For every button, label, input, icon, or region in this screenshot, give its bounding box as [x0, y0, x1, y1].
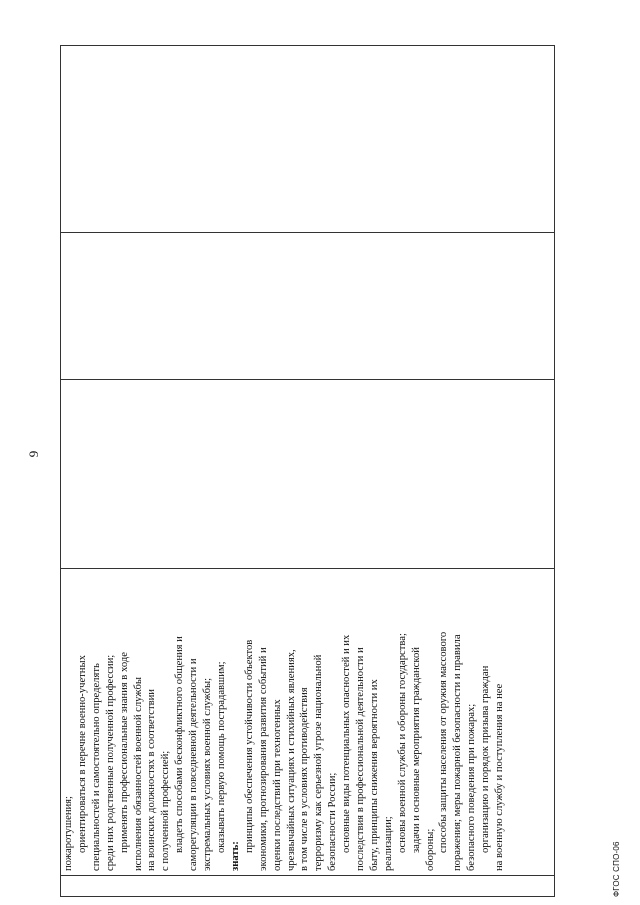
content-line: исполнения обязанностей военной службы [132, 677, 144, 871]
content-line: чрезвычайных ситуациях и стихийных явлениях, [285, 649, 297, 871]
content-line: саморегуляции в повседневной деятельности и [188, 658, 200, 871]
content-line: экономики, прогнозирования развития событий и [257, 647, 269, 871]
content-line: терроризму как серьезной угрозе национальной [313, 654, 325, 871]
content-line: быту, принципы снижения вероятности их [368, 679, 380, 871]
content-line: обороны; [424, 828, 436, 871]
content-line: основы военной службы и обороны государства; [396, 633, 408, 853]
content-line: последствия в профессиональной деятельности и [355, 647, 367, 871]
content-line: безопасного поведения при пожарах; [466, 703, 478, 871]
content-line: специальностей и самостоятельно определять [90, 663, 102, 871]
table-cell-empty [61, 380, 555, 569]
content-line: реализации; [382, 816, 394, 871]
content-line: основные виды потенциальных опасностей и их [341, 634, 353, 853]
table-row [61, 46, 555, 897]
content-line: безопасности России; [327, 772, 339, 871]
table-cell-content [61, 569, 555, 876]
table-cell-empty [61, 46, 555, 233]
content-line: оказывать первую помощь пострадавшим; [215, 661, 227, 853]
content-line: с полученной профессией; [160, 750, 172, 871]
section-heading: знать: [229, 841, 241, 871]
content-line: в том числе в условиях противодействия [299, 687, 311, 871]
content-line: владеть способами бесконфликтного общения и [174, 636, 186, 853]
table-cell-empty [61, 233, 555, 380]
content-line: на военную службу и поступления на нее [494, 683, 506, 871]
content-line: экстремальных условиях военной службы; [202, 677, 214, 871]
content-line: ориентироваться в перечне военно-учетных [76, 655, 88, 853]
footer-code: ФГОС СПО-06 [612, 841, 621, 897]
page-number: 9 [26, 450, 41, 458]
content-line: принципы обеспечения устойчивости объектов [243, 639, 255, 853]
competency-table [60, 45, 555, 897]
content-line: на воинских должностях в соответствии [146, 689, 158, 871]
table-cell-index [61, 876, 555, 897]
content-line: способы защиты населения от оружия массового [438, 631, 450, 853]
content-line: оценки последствий при техногенных [271, 699, 283, 871]
content-line: задачи и основные мероприятия гражданской [410, 647, 422, 853]
content-line: организацию и порядок призыва граждан [480, 665, 492, 853]
content-line: применять профессиональные знания в ходе [118, 652, 130, 853]
content-lines [62, 573, 507, 871]
content-line: пожаротушения; [63, 796, 74, 871]
content-line: среди них родственные полученной профессии; [104, 654, 116, 871]
content-line: поражения; меры пожарной безопасности и правила [452, 634, 464, 871]
